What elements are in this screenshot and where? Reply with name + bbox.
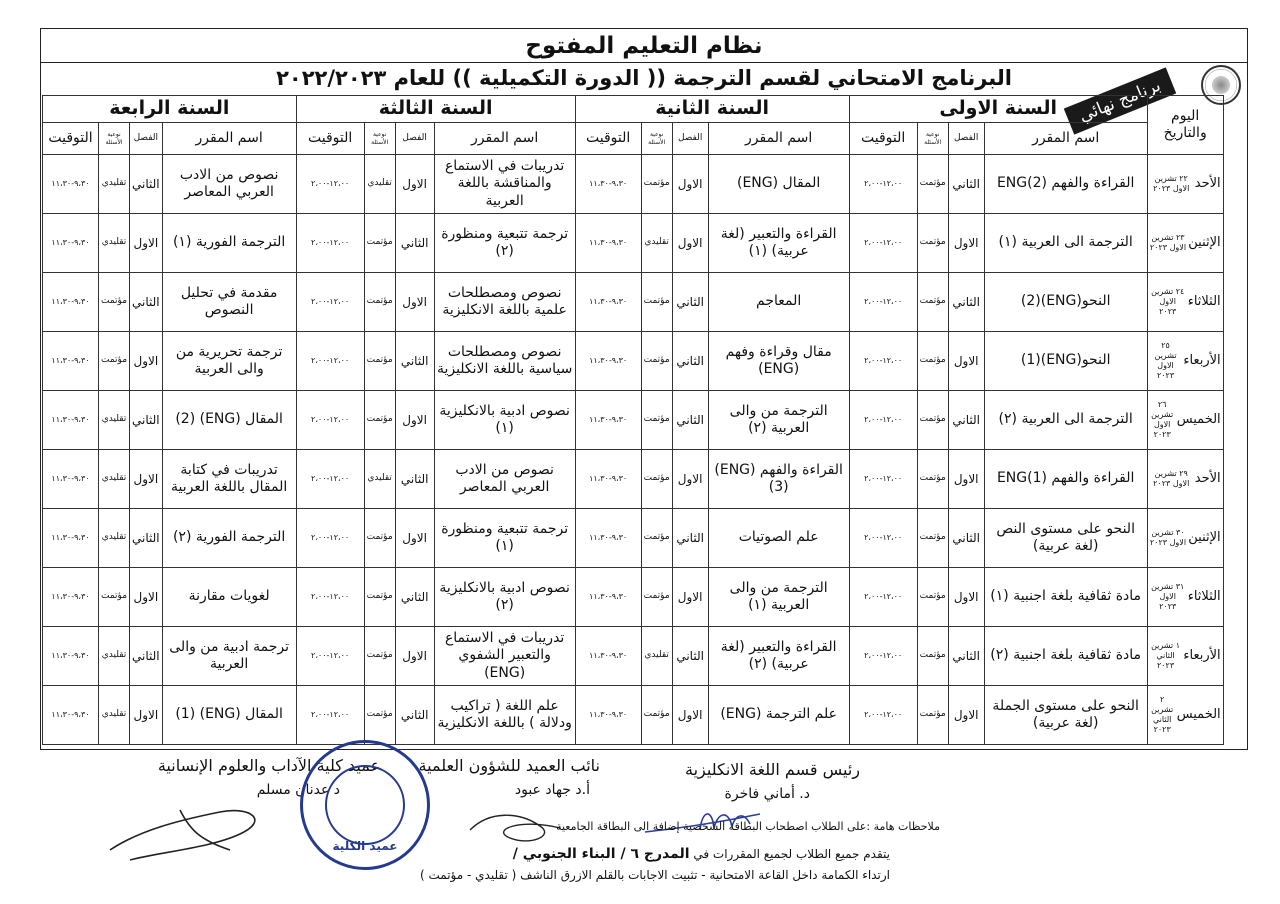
exam-date: ٢٣ تشرين الاول ٢٠٢٣ bbox=[1149, 233, 1187, 252]
exam-date: ٢٥ تشرين الاول ٢٠٢٣ bbox=[1154, 341, 1177, 380]
table-row bbox=[43, 391, 1224, 450]
year-3-course-name: نصوص ومصطلحات سياسية باللغة الانكليزية bbox=[434, 332, 575, 391]
day-name: الثلاثاء bbox=[1187, 293, 1221, 309]
day-name: الخميس bbox=[1176, 706, 1221, 722]
vice-dean-signature-icon bbox=[460, 800, 570, 850]
year-4-course-header: اسم المقرر bbox=[162, 123, 296, 155]
year-1-semester: الثاني bbox=[948, 273, 984, 332]
year-3-exam-time: ١٢،٠٠-٢،٠٠ bbox=[296, 391, 364, 450]
year-2-course-name: مقال وقراءة وفهم (ENG) bbox=[708, 332, 849, 391]
year-3-exam-time: ١٢،٠٠-٢،٠٠ bbox=[296, 568, 364, 627]
year-4-semester: الثاني bbox=[130, 509, 163, 568]
year-2-question-type: مؤتمت bbox=[641, 391, 672, 450]
year-4-course-name: تدريبات في كتابة المقال باللغة العربية bbox=[162, 450, 296, 509]
year-4-question-type: مؤتمت bbox=[99, 568, 130, 627]
year-4-semester: الثاني bbox=[130, 627, 163, 686]
year-3-header: السنة الثالثة bbox=[296, 96, 575, 123]
year-4-course-name: لغويات مقارنة bbox=[162, 568, 296, 627]
head-of-department-role: رئيس قسم اللغة الانكليزية bbox=[685, 760, 860, 779]
year-4-exam-time: ٩،٣٠-١١،٣٠ bbox=[43, 686, 99, 745]
year-4-exam-time: ٩،٣٠-١١،٣٠ bbox=[43, 273, 99, 332]
exam-date: ٢٩ تشرين الاول ٢٠٢٣ bbox=[1153, 469, 1190, 488]
table-row bbox=[43, 686, 1224, 745]
table-row bbox=[43, 450, 1224, 509]
year-4-exam-time: ٩،٣٠-١١،٣٠ bbox=[43, 627, 99, 686]
year-4-course-name: الترجمة الفورية (١) bbox=[162, 214, 296, 273]
year-3-type-header: نوعية الأسئلة bbox=[364, 123, 395, 155]
year-3-course-name: تدريبات في الاستماع والمناقشة باللغة العربية bbox=[434, 155, 575, 214]
year-3-course-name: ترجمة تتبعية ومنظورة (١) bbox=[434, 509, 575, 568]
vice-dean-role: نائب العميد للشؤون العلمية bbox=[418, 756, 600, 775]
year-3-question-type: مؤتمت bbox=[364, 391, 395, 450]
year-3-course-name: ترجمة تتبعية ومنظورة (٢) bbox=[434, 214, 575, 273]
year-3-semester: الثاني bbox=[395, 214, 434, 273]
year-2-semester: الاول bbox=[672, 686, 708, 745]
year-4-type-header: نوعية الأسئلة bbox=[99, 123, 130, 155]
day-name: الإثنين bbox=[1188, 529, 1221, 545]
year-2-type-header: نوعية الأسئلة bbox=[641, 123, 672, 155]
year-2-exam-time: ٩،٣٠-١١،٣٠ bbox=[575, 627, 641, 686]
exam-date: ١ تشرين الثاني ٢٠٢٣ bbox=[1151, 641, 1180, 670]
year-4-semester: الثاني bbox=[130, 273, 163, 332]
year-2-exam-time: ٩،٣٠-١١،٣٠ bbox=[575, 509, 641, 568]
year-4-semester: الاول bbox=[130, 686, 163, 745]
exam-date: ٢٦ تشرين الاول ٢٠٢٣ bbox=[1151, 400, 1174, 439]
year-3-course-name: نصوص ومصطلحات علمية باللغة الانكليزية bbox=[434, 273, 575, 332]
year-1-question-type: مؤتمت bbox=[917, 391, 948, 450]
year-4-question-type: تقليدي bbox=[99, 155, 130, 214]
year-4-question-type: مؤتمت bbox=[99, 332, 130, 391]
exam-date: ٢٢ تشرين الاول ٢٠٢٣ bbox=[1153, 174, 1190, 193]
year-4-question-type: تقليدي bbox=[99, 627, 130, 686]
year-1-semester: الاول bbox=[948, 214, 984, 273]
year-4-question-type: مؤتمت bbox=[99, 273, 130, 332]
year-1-course-name: القراءة والفهم ENG(2) bbox=[984, 155, 1147, 214]
day-name: الأربعاء bbox=[1183, 647, 1221, 663]
year-2-course-name: الترجمة من والى العربية (١) bbox=[708, 568, 849, 627]
year-1-exam-time: ١٢،٠٠-٢،٠٠ bbox=[849, 155, 917, 214]
system-title: نظام التعليم المفتوح bbox=[41, 29, 1247, 63]
year-2-course-name: المقال (ENG) bbox=[708, 155, 849, 214]
year-3-question-type: مؤتمت bbox=[364, 568, 395, 627]
year-2-semester: الثاني bbox=[672, 273, 708, 332]
year-4-time-header: التوقيت bbox=[43, 123, 99, 155]
exam-date: ٢٤ تشرين الاول ٢٠٢٣ bbox=[1151, 287, 1185, 316]
dean-name: د عدنان مسلم bbox=[256, 782, 340, 798]
year-1-exam-time: ١٢،٠٠-٢،٠٠ bbox=[849, 686, 917, 745]
year-3-semester: الاول bbox=[395, 391, 434, 450]
year-1-semester: الثاني bbox=[948, 509, 984, 568]
table-row bbox=[43, 273, 1224, 332]
year-2-course-name: علم الصوتيات bbox=[708, 509, 849, 568]
year-4-semester: الاول bbox=[130, 214, 163, 273]
schedule-title: البرنامج الامتحاني لقسم الترجمة (( الدورة التكميلية )) للعام ٢٠٢٢/٢٠٢٣ bbox=[276, 66, 1012, 90]
year-2-question-type: مؤتمت bbox=[641, 686, 672, 745]
day-name: الأحد bbox=[1194, 175, 1221, 191]
year-1-type-header: نوعية الأسئلة bbox=[917, 123, 948, 155]
year-4-semester: الاول bbox=[130, 332, 163, 391]
year-3-question-type: مؤتمت bbox=[364, 214, 395, 273]
day-name: الثلاثاء bbox=[1187, 588, 1221, 604]
year-2-semester: الثاني bbox=[672, 627, 708, 686]
table-row bbox=[43, 214, 1224, 273]
year-2-exam-time: ٩،٣٠-١١،٣٠ bbox=[575, 332, 641, 391]
year-4-exam-time: ٩،٣٠-١١،٣٠ bbox=[43, 214, 99, 273]
year-1-course-name: النحو على مستوى النص (لغة عربية) bbox=[984, 509, 1147, 568]
year-4-semester: الاول bbox=[130, 450, 163, 509]
year-2-exam-time: ٩،٣٠-١١،٣٠ bbox=[575, 450, 641, 509]
year-2-semester: الاول bbox=[672, 155, 708, 214]
year-3-exam-time: ١٢،٠٠-٢،٠٠ bbox=[296, 686, 364, 745]
day-name: الإثنين bbox=[1188, 234, 1221, 250]
year-4-exam-time: ٩،٣٠-١١،٣٠ bbox=[43, 332, 99, 391]
year-2-semester: الثاني bbox=[672, 332, 708, 391]
year-1-exam-time: ١٢،٠٠-٢،٠٠ bbox=[849, 450, 917, 509]
day-name: الخميس bbox=[1176, 411, 1221, 427]
notes-location: المدرج ٦ / البناء الجنوبي / bbox=[512, 846, 690, 862]
year-2-question-type: مؤتمت bbox=[641, 450, 672, 509]
day-name: الأربعاء bbox=[1183, 352, 1221, 368]
year-2-course-name: القراءة والفهم (ENG) (3) bbox=[708, 450, 849, 509]
year-1-semester: الثاني bbox=[948, 391, 984, 450]
year-1-question-type: مؤتمت bbox=[917, 509, 948, 568]
notes-line-1: ملاحظات هامة :على الطلاب اصطحاب البطاقة الشخصية إضافة الى البطاقة الجامعية bbox=[556, 820, 940, 833]
year-3-semester: الاول bbox=[395, 627, 434, 686]
year-3-exam-time: ١٢،٠٠-٢،٠٠ bbox=[296, 214, 364, 273]
year-4-question-type: تقليدي bbox=[99, 686, 130, 745]
year-3-semester: الاول bbox=[395, 509, 434, 568]
day-date-cell bbox=[1147, 568, 1223, 627]
year-1-exam-time: ١٢،٠٠-٢،٠٠ bbox=[849, 273, 917, 332]
year-4-question-type: تقليدي bbox=[99, 391, 130, 450]
seal-label: عميد الكلية bbox=[332, 839, 398, 853]
year-2-course-name: القراءة والتعبير (لغة عربية) (١) bbox=[708, 214, 849, 273]
year-4-exam-time: ٩،٣٠-١١،٣٠ bbox=[43, 391, 99, 450]
day-date-header: اليوم والتاريخ bbox=[1147, 96, 1223, 155]
year-1-exam-time: ١٢،٠٠-٢،٠٠ bbox=[849, 509, 917, 568]
year-3-question-type: مؤتمت bbox=[364, 627, 395, 686]
year-1-course-name: النحو(ENG)(1) bbox=[984, 332, 1147, 391]
year-3-semester: الثاني bbox=[395, 450, 434, 509]
year-1-semester: الثاني bbox=[948, 627, 984, 686]
year-2-semester: الثاني bbox=[672, 509, 708, 568]
year-2-time-header: التوقيت bbox=[575, 123, 641, 155]
notes-line-2-text: يتقدم جميع الطلاب لجميع المقررات في bbox=[693, 847, 890, 861]
table-row bbox=[43, 155, 1224, 214]
year-1-exam-time: ١٢،٠٠-٢،٠٠ bbox=[849, 391, 917, 450]
table-row bbox=[43, 332, 1224, 391]
year-1-exam-time: ١٢،٠٠-٢،٠٠ bbox=[849, 214, 917, 273]
day-date-cell bbox=[1147, 686, 1223, 745]
year-3-question-type: تقليدي bbox=[364, 155, 395, 214]
year-2-question-type: مؤتمت bbox=[641, 273, 672, 332]
year-2-semester: الاول bbox=[672, 450, 708, 509]
year-1-semester: الاول bbox=[948, 568, 984, 627]
year-1-time-header: التوقيت bbox=[849, 123, 917, 155]
year-4-semester: الثاني bbox=[130, 155, 163, 214]
year-2-question-type: مؤتمت bbox=[641, 155, 672, 214]
year-1-course-name: الترجمة الى العربية (٢) bbox=[984, 391, 1147, 450]
year-4-question-type: تقليدي bbox=[99, 214, 130, 273]
year-1-question-type: مؤتمت bbox=[917, 155, 948, 214]
year-4-course-name: مقدمة في تحليل النصوص bbox=[162, 273, 296, 332]
day-date-cell bbox=[1147, 627, 1223, 686]
year-2-course-header: اسم المقرر bbox=[708, 123, 849, 155]
year-2-header: السنة الثانية bbox=[575, 96, 849, 123]
year-1-question-type: مؤتمت bbox=[917, 273, 948, 332]
year-1-semester: الثاني bbox=[948, 155, 984, 214]
year-3-question-type: مؤتمت bbox=[364, 273, 395, 332]
year-2-semester: الاول bbox=[672, 568, 708, 627]
year-4-question-type: تقليدي bbox=[99, 509, 130, 568]
day-date-cell bbox=[1147, 273, 1223, 332]
year-4-exam-time: ٩،٣٠-١١،٣٠ bbox=[43, 568, 99, 627]
year-4-semester: الثاني bbox=[130, 391, 163, 450]
vice-dean-name: أ.د جهاد عبود bbox=[514, 782, 590, 798]
year-1-course-name: الترجمة الى العربية (١) bbox=[984, 214, 1147, 273]
schedule-table bbox=[42, 95, 1224, 745]
year-3-exam-time: ١٢،٠٠-٢،٠٠ bbox=[296, 155, 364, 214]
exam-schedule-sheet bbox=[40, 28, 1248, 750]
year-1-question-type: مؤتمت bbox=[917, 627, 948, 686]
year-1-semester: الاول bbox=[948, 686, 984, 745]
table-row bbox=[43, 627, 1224, 686]
year-4-semester-header: الفصل bbox=[130, 123, 163, 155]
year-2-course-name: المعاجم bbox=[708, 273, 849, 332]
day-name: الأحد bbox=[1194, 470, 1221, 486]
year-4-course-name: ترجمة تحريرية من والى العربية bbox=[162, 332, 296, 391]
year-4-course-name: الترجمة الفورية (٢) bbox=[162, 509, 296, 568]
year-2-course-name: القراءة والتعبير (لغة عربية) (٢) bbox=[708, 627, 849, 686]
year-4-semester: الاول bbox=[130, 568, 163, 627]
year-2-exam-time: ٩،٣٠-١١،٣٠ bbox=[575, 273, 641, 332]
dean-signature-icon bbox=[100, 790, 300, 870]
year-3-exam-time: ١٢،٠٠-٢،٠٠ bbox=[296, 332, 364, 391]
table-row bbox=[43, 509, 1224, 568]
year-1-course-name: مادة ثقافية بلغة اجنبية (١) bbox=[984, 568, 1147, 627]
year-1-question-type: مؤتمت bbox=[917, 568, 948, 627]
year-2-question-type: مؤتمت bbox=[641, 509, 672, 568]
year-4-course-name: المقال (ENG) (1) bbox=[162, 686, 296, 745]
year-1-question-type: مؤتمت bbox=[917, 332, 948, 391]
final-program-stamp: برنامج نهائي bbox=[1064, 67, 1176, 134]
year-4-question-type: تقليدي bbox=[99, 450, 130, 509]
year-1-question-type: مؤتمت bbox=[917, 686, 948, 745]
year-1-course-header: اسم المقرر bbox=[984, 123, 1147, 155]
year-1-exam-time: ١٢،٠٠-٢،٠٠ bbox=[849, 568, 917, 627]
head-of-department-name: د. أماني فاخرة bbox=[724, 786, 810, 802]
year-3-course-name: نصوص من الادب العربي المعاصر bbox=[434, 450, 575, 509]
year-1-semester: الاول bbox=[948, 450, 984, 509]
year-3-exam-time: ١٢،٠٠-٢،٠٠ bbox=[296, 509, 364, 568]
year-4-course-name: نصوص من الادب العربي المعاصر bbox=[162, 155, 296, 214]
year-1-question-type: مؤتمت bbox=[917, 214, 948, 273]
exam-date: ٢ تشرين الثاني ٢٠٢٣ bbox=[1151, 695, 1174, 734]
year-3-question-type: مؤتمت bbox=[364, 686, 395, 745]
college-seal-icon bbox=[300, 740, 430, 870]
year-1-exam-time: ١٢،٠٠-٢،٠٠ bbox=[849, 332, 917, 391]
year-3-semester: الثاني bbox=[395, 686, 434, 745]
year-3-course-name: تدريبات في الاستماع والتعبير الشفوي (ENG) bbox=[434, 627, 575, 686]
year-3-semester: الثاني bbox=[395, 332, 434, 391]
year-3-course-name: نصوص ادبية بالانكليزية (١) bbox=[434, 391, 575, 450]
year-2-exam-time: ٩،٣٠-١١،٣٠ bbox=[575, 155, 641, 214]
year-4-exam-time: ٩،٣٠-١١،٣٠ bbox=[43, 509, 99, 568]
notes-line-2 bbox=[513, 846, 890, 862]
year-2-exam-time: ٩،٣٠-١١،٣٠ bbox=[575, 686, 641, 745]
year-2-semester-header: الفصل bbox=[672, 123, 708, 155]
notes-line-3: ارتداء الكمامة داخل القاعة الامتحانية - تثبيت الاجابات بالقلم الازرق الناشف ( تقليدي - مؤتمت ) bbox=[420, 868, 890, 882]
year-2-question-type: تقليدي bbox=[641, 627, 672, 686]
year-1-question-type: مؤتمت bbox=[917, 450, 948, 509]
year-4-header: السنة الرابعة bbox=[43, 96, 297, 123]
year-1-course-name: النحو(ENG)(2) bbox=[984, 273, 1147, 332]
year-3-question-type: مؤتمت bbox=[364, 509, 395, 568]
year-3-exam-time: ١٢،٠٠-٢،٠٠ bbox=[296, 450, 364, 509]
year-3-exam-time: ١٢،٠٠-٢،٠٠ bbox=[296, 273, 364, 332]
year-2-course-name: الترجمة من والى العربية (٢) bbox=[708, 391, 849, 450]
year-1-course-name: مادة ثقافية بلغة اجنبية (٢) bbox=[984, 627, 1147, 686]
year-1-course-name: النحو على مستوى الجملة (لغة عربية) bbox=[984, 686, 1147, 745]
year-4-course-name: المقال (ENG) (2) bbox=[162, 391, 296, 450]
year-1-semester: الاول bbox=[948, 332, 984, 391]
year-2-question-type: مؤتمت bbox=[641, 332, 672, 391]
year-4-exam-time: ٩،٣٠-١١،٣٠ bbox=[43, 450, 99, 509]
year-2-exam-time: ٩،٣٠-١١،٣٠ bbox=[575, 568, 641, 627]
year-3-semester-header: الفصل bbox=[395, 123, 434, 155]
year-3-semester: الاول bbox=[395, 273, 434, 332]
table-row bbox=[43, 568, 1224, 627]
year-3-exam-time: ١٢،٠٠-٢،٠٠ bbox=[296, 627, 364, 686]
year-1-header: السنة الاولى bbox=[849, 96, 1147, 123]
exam-date: ٣٠ تشرين الاول ٢٠٢٣ bbox=[1149, 528, 1187, 547]
year-1-semester-header: الفصل bbox=[948, 123, 984, 155]
dean-role: عميد كلية الآداب والعلوم الإنسانية bbox=[157, 756, 380, 775]
day-date-cell bbox=[1147, 509, 1223, 568]
year-3-semester: الثاني bbox=[395, 568, 434, 627]
day-date-cell bbox=[1147, 391, 1223, 450]
year-2-question-type: مؤتمت bbox=[641, 568, 672, 627]
year-2-semester: الاول bbox=[672, 214, 708, 273]
year-3-semester: الاول bbox=[395, 155, 434, 214]
year-2-exam-time: ٩،٣٠-١١،٣٠ bbox=[575, 391, 641, 450]
year-3-question-type: مؤتمت bbox=[364, 332, 395, 391]
year-2-question-type: تقليدي bbox=[641, 214, 672, 273]
year-3-question-type: تقليدي bbox=[364, 450, 395, 509]
year-3-course-name: علم اللغة ( تراكيب ودلالة ) باللغة الانكليزية bbox=[434, 686, 575, 745]
year-1-course-name: القراءة والفهم ENG(1) bbox=[984, 450, 1147, 509]
day-date-cell bbox=[1147, 450, 1223, 509]
year-1-exam-time: ١٢،٠٠-٢،٠٠ bbox=[849, 627, 917, 686]
exam-date: ٣١ تشرين الاول ٢٠٢٣ bbox=[1151, 582, 1185, 611]
day-date-cell bbox=[1147, 214, 1223, 273]
day-date-cell bbox=[1147, 155, 1223, 214]
year-4-exam-time: ٩،٣٠-١١،٣٠ bbox=[43, 155, 99, 214]
year-2-semester: الثاني bbox=[672, 391, 708, 450]
year-2-exam-time: ٩،٣٠-١١،٣٠ bbox=[575, 214, 641, 273]
year-2-course-name: علم الترجمة (ENG) bbox=[708, 686, 849, 745]
day-date-cell bbox=[1147, 332, 1223, 391]
year-3-course-name: نصوص ادبية بالانكليزية (٢) bbox=[434, 568, 575, 627]
year-4-course-name: ترجمة ادبية من والى العربية bbox=[162, 627, 296, 686]
year-3-course-header: اسم المقرر bbox=[434, 123, 575, 155]
year-3-time-header: التوقيت bbox=[296, 123, 364, 155]
